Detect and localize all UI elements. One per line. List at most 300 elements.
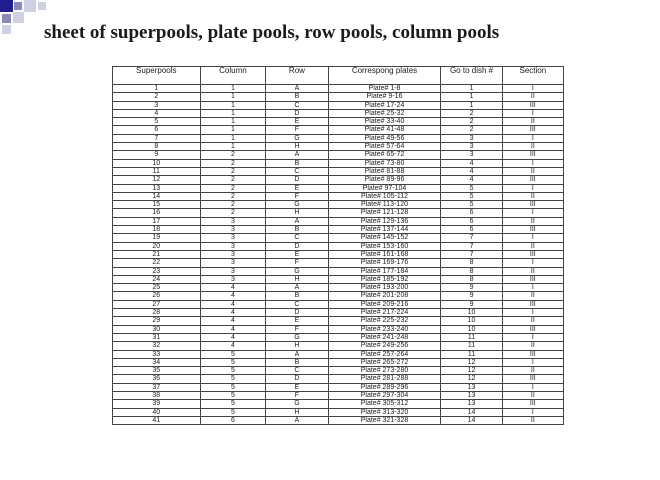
table-row	[113, 325, 564, 333]
section-cell: II	[502, 416, 563, 424]
table-row	[113, 101, 564, 109]
plates-cell: Plate# 265-272	[328, 358, 441, 366]
column-cell: 3	[200, 250, 266, 258]
column-cell: 2	[200, 209, 266, 217]
decoration-square	[14, 2, 22, 10]
column-cell: 5	[200, 391, 266, 399]
column-cell: 5	[200, 358, 266, 366]
plates-cell: Plate# 1-8	[328, 85, 441, 93]
section-cell: II	[502, 93, 563, 101]
column-cell: 3	[200, 234, 266, 242]
row-cell: H	[266, 143, 328, 151]
decoration-square	[2, 14, 11, 23]
column-cell: 5	[200, 400, 266, 408]
row-cell: H	[266, 209, 328, 217]
pool-table	[112, 66, 564, 425]
table-row	[113, 267, 564, 275]
column-cell: 1	[200, 126, 266, 134]
section-cell: III	[502, 250, 563, 258]
dish-cell: 9	[441, 292, 502, 300]
column-cell: 3	[200, 226, 266, 234]
plates-cell: Plate# 241-248	[328, 333, 441, 341]
plates-cell: Plate# 273-280	[328, 367, 441, 375]
dish-cell: 6	[441, 217, 502, 225]
row-cell: F	[266, 259, 328, 267]
column-cell: 4	[200, 325, 266, 333]
dish-cell: 12	[441, 358, 502, 366]
table-row	[113, 209, 564, 217]
plates-cell: Plate# 105-112	[328, 192, 441, 200]
dish-cell: 4	[441, 176, 502, 184]
dish-cell: 12	[441, 375, 502, 383]
column-cell: 2	[200, 151, 266, 159]
column-cell: 4	[200, 342, 266, 350]
dish-cell: 12	[441, 367, 502, 375]
section-cell: III	[502, 375, 563, 383]
column-cell: 6	[200, 416, 266, 424]
section-cell: III	[502, 126, 563, 134]
section-cell: II	[502, 192, 563, 200]
section-cell: III	[502, 325, 563, 333]
superpool-cell: 30	[113, 325, 201, 333]
header-row: Row	[266, 67, 328, 85]
superpool-cell: 18	[113, 226, 201, 234]
column-cell: 1	[200, 143, 266, 151]
dish-cell: 9	[441, 284, 502, 292]
row-cell: A	[266, 217, 328, 225]
superpool-cell: 22	[113, 259, 201, 267]
row-cell: H	[266, 408, 328, 416]
plates-cell: Plate# 177-184	[328, 267, 441, 275]
superpool-cell: 27	[113, 300, 201, 308]
section-cell: II	[502, 391, 563, 399]
dish-cell: 14	[441, 408, 502, 416]
superpool-cell: 11	[113, 167, 201, 175]
column-cell: 1	[200, 85, 266, 93]
superpool-cell: 2	[113, 93, 201, 101]
section-cell: III	[502, 101, 563, 109]
row-cell: G	[266, 333, 328, 341]
slide-title: sheet of superpools, plate pools, row pools, column pools	[44, 22, 500, 43]
plates-cell: Plate# 217-224	[328, 309, 441, 317]
header-section: Section	[502, 67, 563, 85]
header-corresponding-plates: Correspong plates	[328, 67, 441, 85]
plates-cell: Plate# 41-48	[328, 126, 441, 134]
table-row	[113, 284, 564, 292]
superpool-cell: 10	[113, 159, 201, 167]
superpool-cell: 6	[113, 126, 201, 134]
table-row	[113, 259, 564, 267]
row-cell: H	[266, 275, 328, 283]
superpool-cell: 29	[113, 317, 201, 325]
column-cell: 4	[200, 333, 266, 341]
row-cell: G	[266, 201, 328, 209]
decoration-square	[2, 25, 11, 34]
table-body	[113, 85, 564, 425]
section-cell: I	[502, 408, 563, 416]
superpool-cell: 9	[113, 151, 201, 159]
row-cell: E	[266, 317, 328, 325]
table-row	[113, 118, 564, 126]
superpool-cell: 37	[113, 383, 201, 391]
table-row	[113, 242, 564, 250]
plates-cell: Plate# 185-192	[328, 275, 441, 283]
superpool-cell: 8	[113, 143, 201, 151]
table-row	[113, 192, 564, 200]
row-cell: B	[266, 292, 328, 300]
superpool-cell: 40	[113, 408, 201, 416]
table-row	[113, 300, 564, 308]
plates-cell: Plate# 73-80	[328, 159, 441, 167]
section-cell: I	[502, 234, 563, 242]
section-cell: I	[502, 358, 563, 366]
dish-cell: 9	[441, 300, 502, 308]
column-cell: 4	[200, 309, 266, 317]
section-cell: I	[502, 383, 563, 391]
plates-cell: Plate# 209-216	[328, 300, 441, 308]
column-cell: 3	[200, 217, 266, 225]
section-cell: II	[502, 367, 563, 375]
table-row	[113, 134, 564, 142]
column-cell: 5	[200, 350, 266, 358]
plates-cell: Plate# 25-32	[328, 109, 441, 117]
dish-cell: 3	[441, 143, 502, 151]
table-row	[113, 184, 564, 192]
table-row	[113, 309, 564, 317]
dish-cell: 5	[441, 201, 502, 209]
column-cell: 1	[200, 134, 266, 142]
table-header-row	[113, 67, 564, 85]
table-row	[113, 408, 564, 416]
plates-cell: Plate# 297-304	[328, 391, 441, 399]
plates-cell: Plate# 201-208	[328, 292, 441, 300]
column-cell: 2	[200, 159, 266, 167]
table-row	[113, 367, 564, 375]
column-cell: 2	[200, 192, 266, 200]
section-cell: II	[502, 267, 563, 275]
row-cell: G	[266, 400, 328, 408]
superpool-cell: 20	[113, 242, 201, 250]
row-cell: G	[266, 267, 328, 275]
superpool-cell: 21	[113, 250, 201, 258]
dish-cell: 4	[441, 159, 502, 167]
table-row	[113, 167, 564, 175]
superpool-cell: 5	[113, 118, 201, 126]
column-cell: 4	[200, 300, 266, 308]
column-cell: 5	[200, 383, 266, 391]
superpool-cell: 23	[113, 267, 201, 275]
plates-cell: Plate# 305-312	[328, 400, 441, 408]
plates-cell: Plate# 321-328	[328, 416, 441, 424]
superpool-cell: 3	[113, 101, 201, 109]
dish-cell: 13	[441, 391, 502, 399]
table-row	[113, 383, 564, 391]
dish-cell: 10	[441, 309, 502, 317]
column-cell: 3	[200, 275, 266, 283]
section-cell: III	[502, 226, 563, 234]
column-cell: 1	[200, 118, 266, 126]
table-row	[113, 234, 564, 242]
section-cell: I	[502, 309, 563, 317]
table-row	[113, 85, 564, 93]
table-row	[113, 292, 564, 300]
table-row	[113, 250, 564, 258]
dish-cell: 8	[441, 259, 502, 267]
section-cell: III	[502, 275, 563, 283]
section-cell: I	[502, 209, 563, 217]
dish-cell: 10	[441, 317, 502, 325]
superpool-cell: 15	[113, 201, 201, 209]
section-cell: III	[502, 300, 563, 308]
superpool-cell: 4	[113, 109, 201, 117]
column-cell: 3	[200, 267, 266, 275]
section-cell: II	[502, 242, 563, 250]
row-cell: D	[266, 309, 328, 317]
table-row	[113, 375, 564, 383]
pool-sheet	[112, 66, 564, 430]
plates-cell: Plate# 145-152	[328, 234, 441, 242]
row-cell: D	[266, 375, 328, 383]
superpool-cell: 39	[113, 400, 201, 408]
plates-cell: Plate# 153-160	[328, 242, 441, 250]
row-cell: D	[266, 109, 328, 117]
superpool-cell: 28	[113, 309, 201, 317]
table-row	[113, 350, 564, 358]
dish-cell: 1	[441, 93, 502, 101]
section-cell: I	[502, 109, 563, 117]
dish-cell: 2	[441, 109, 502, 117]
section-cell: I	[502, 134, 563, 142]
dish-cell: 11	[441, 350, 502, 358]
section-cell: I	[502, 333, 563, 341]
dish-cell: 13	[441, 383, 502, 391]
table-row	[113, 217, 564, 225]
header-column: Column	[200, 67, 266, 85]
superpool-cell: 24	[113, 275, 201, 283]
plates-cell: Plate# 137-144	[328, 226, 441, 234]
row-cell: A	[266, 151, 328, 159]
row-cell: D	[266, 242, 328, 250]
dish-cell: 1	[441, 101, 502, 109]
dish-cell: 2	[441, 126, 502, 134]
dish-cell: 8	[441, 267, 502, 275]
table-row	[113, 342, 564, 350]
dish-cell: 13	[441, 400, 502, 408]
dish-cell: 6	[441, 209, 502, 217]
header-go-to-dish: Go to dish #	[441, 67, 502, 85]
section-cell: I	[502, 184, 563, 192]
superpool-cell: 14	[113, 192, 201, 200]
section-cell: II	[502, 342, 563, 350]
dish-cell: 3	[441, 134, 502, 142]
superpool-cell: 38	[113, 391, 201, 399]
plates-cell: Plate# 113-120	[328, 201, 441, 209]
table-row	[113, 416, 564, 424]
table-row	[113, 201, 564, 209]
dish-cell: 3	[441, 151, 502, 159]
column-cell: 4	[200, 317, 266, 325]
superpool-cell: 35	[113, 367, 201, 375]
section-cell: III	[502, 201, 563, 209]
plates-cell: Plate# 81-88	[328, 167, 441, 175]
dish-cell: 7	[441, 250, 502, 258]
column-cell: 1	[200, 101, 266, 109]
superpool-cell: 41	[113, 416, 201, 424]
table-row	[113, 275, 564, 283]
table-row	[113, 391, 564, 399]
section-cell: III	[502, 350, 563, 358]
row-cell: C	[266, 300, 328, 308]
section-cell: I	[502, 85, 563, 93]
column-cell: 1	[200, 109, 266, 117]
section-cell: I	[502, 159, 563, 167]
column-cell: 5	[200, 408, 266, 416]
superpool-cell: 17	[113, 217, 201, 225]
table-row	[113, 400, 564, 408]
dish-cell: 1	[441, 85, 502, 93]
row-cell: H	[266, 342, 328, 350]
column-cell: 1	[200, 93, 266, 101]
dish-cell: 8	[441, 275, 502, 283]
table-row	[113, 159, 564, 167]
row-cell: G	[266, 134, 328, 142]
row-cell: F	[266, 391, 328, 399]
row-cell: D	[266, 176, 328, 184]
plates-cell: Plate# 169-176	[328, 259, 441, 267]
row-cell: A	[266, 284, 328, 292]
plates-cell: Plate# 49-56	[328, 134, 441, 142]
superpool-cell: 7	[113, 134, 201, 142]
plates-cell: Plate# 313-320	[328, 408, 441, 416]
row-cell: E	[266, 118, 328, 126]
dish-cell: 14	[441, 416, 502, 424]
decoration-square	[13, 12, 24, 23]
decoration-square	[0, 0, 13, 12]
row-cell: E	[266, 383, 328, 391]
plates-cell: Plate# 121-128	[328, 209, 441, 217]
table-row	[113, 358, 564, 366]
plates-cell: Plate# 193-200	[328, 284, 441, 292]
plates-cell: Plate# 257-264	[328, 350, 441, 358]
dish-cell: 7	[441, 234, 502, 242]
plates-cell: Plate# 281-288	[328, 375, 441, 383]
superpool-cell: 13	[113, 184, 201, 192]
table-row	[113, 143, 564, 151]
column-cell: 5	[200, 375, 266, 383]
section-cell: III	[502, 400, 563, 408]
row-cell: B	[266, 159, 328, 167]
superpool-cell: 19	[113, 234, 201, 242]
section-cell: II	[502, 143, 563, 151]
table-row	[113, 109, 564, 117]
superpool-cell: 34	[113, 358, 201, 366]
dish-cell: 5	[441, 192, 502, 200]
plates-cell: Plate# 33-40	[328, 118, 441, 126]
plates-cell: Plate# 57-64	[328, 143, 441, 151]
row-cell: B	[266, 226, 328, 234]
row-cell: A	[266, 416, 328, 424]
superpool-cell: 32	[113, 342, 201, 350]
decoration-square	[38, 2, 46, 10]
plates-cell: Plate# 161-168	[328, 250, 441, 258]
row-cell: F	[266, 192, 328, 200]
column-cell: 5	[200, 367, 266, 375]
section-cell: II	[502, 167, 563, 175]
row-cell: F	[266, 126, 328, 134]
row-cell: E	[266, 184, 328, 192]
row-cell: B	[266, 358, 328, 366]
table-row	[113, 333, 564, 341]
dish-cell: 7	[441, 242, 502, 250]
row-cell: C	[266, 167, 328, 175]
column-cell: 3	[200, 259, 266, 267]
section-cell: III	[502, 176, 563, 184]
decoration-square	[24, 0, 36, 12]
plates-cell: Plate# 233-240	[328, 325, 441, 333]
column-cell: 4	[200, 292, 266, 300]
superpool-cell: 31	[113, 333, 201, 341]
table-row	[113, 317, 564, 325]
dish-cell: 11	[441, 333, 502, 341]
row-cell: C	[266, 101, 328, 109]
column-cell: 2	[200, 176, 266, 184]
row-cell: E	[266, 250, 328, 258]
plates-cell: Plate# 129-136	[328, 217, 441, 225]
column-cell: 4	[200, 284, 266, 292]
plates-cell: Plate# 17-24	[328, 101, 441, 109]
dish-cell: 5	[441, 184, 502, 192]
row-cell: C	[266, 367, 328, 375]
section-cell: II	[502, 317, 563, 325]
superpool-cell: 12	[113, 176, 201, 184]
table-row	[113, 93, 564, 101]
superpool-cell: 36	[113, 375, 201, 383]
column-cell: 2	[200, 184, 266, 192]
table-row	[113, 151, 564, 159]
header-superpools: Superpools	[113, 67, 201, 85]
row-cell: F	[266, 325, 328, 333]
plates-cell: Plate# 225-232	[328, 317, 441, 325]
dish-cell: 6	[441, 226, 502, 234]
superpool-cell: 33	[113, 350, 201, 358]
column-cell: 2	[200, 167, 266, 175]
dish-cell: 10	[441, 325, 502, 333]
table-row	[113, 176, 564, 184]
column-cell: 2	[200, 201, 266, 209]
section-cell: I	[502, 284, 563, 292]
section-cell: III	[502, 151, 563, 159]
row-cell: B	[266, 93, 328, 101]
row-cell: C	[266, 234, 328, 242]
section-cell: II	[502, 292, 563, 300]
section-cell: I	[502, 259, 563, 267]
superpool-cell: 1	[113, 85, 201, 93]
plates-cell: Plate# 289-296	[328, 383, 441, 391]
plates-cell: Plate# 65-72	[328, 151, 441, 159]
column-cell: 3	[200, 242, 266, 250]
dish-cell: 4	[441, 167, 502, 175]
superpool-cell: 26	[113, 292, 201, 300]
section-cell: II	[502, 118, 563, 126]
dish-cell: 11	[441, 342, 502, 350]
table-row	[113, 126, 564, 134]
dish-cell: 2	[441, 118, 502, 126]
superpool-cell: 25	[113, 284, 201, 292]
row-cell: A	[266, 85, 328, 93]
plates-cell: Plate# 97-104	[328, 184, 441, 192]
plates-cell: Plate# 9-16	[328, 93, 441, 101]
row-cell: A	[266, 350, 328, 358]
